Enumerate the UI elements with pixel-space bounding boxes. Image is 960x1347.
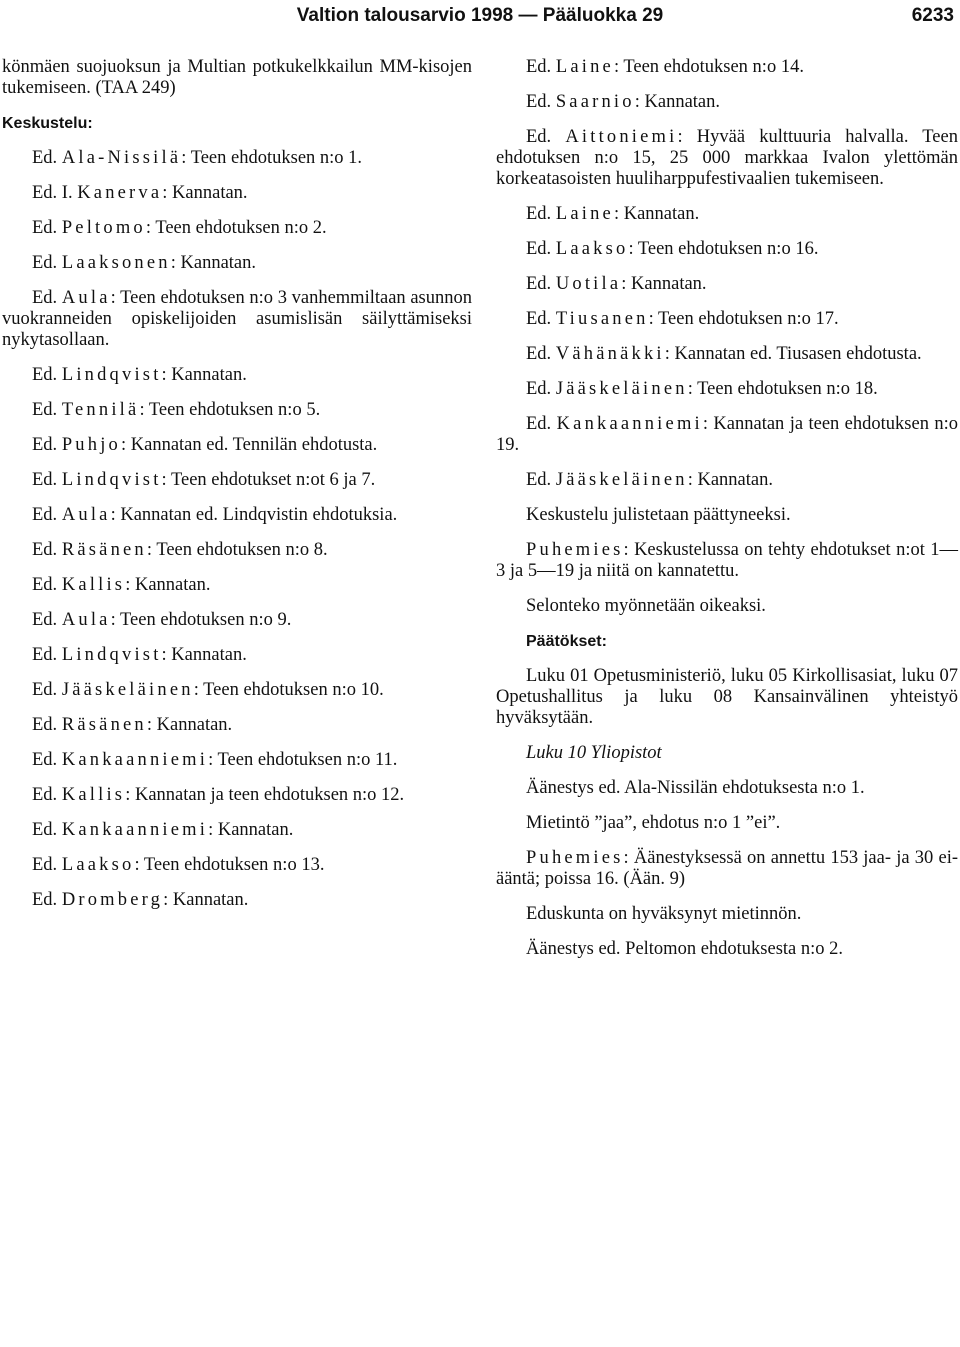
page-header bbox=[0, 5, 960, 31]
speech-text: : Teen ehdotuksen n:o 11. bbox=[208, 750, 398, 770]
speech-entry bbox=[2, 253, 472, 274]
speech-entry bbox=[496, 204, 958, 225]
speaker-name: Saarnio bbox=[555, 92, 635, 112]
speech-entry bbox=[496, 57, 958, 78]
page-number: 6233 bbox=[911, 5, 954, 26]
speaker-name: Peltomo bbox=[61, 218, 146, 238]
discussion-heading: Keskustelu: bbox=[2, 115, 93, 132]
speaker-text: : Keskustelussa on tehty ehdotukset n:ot 1—3 ja 5—19 ja niitä on kannatettu. bbox=[496, 540, 958, 581]
speaker-title: Ed. bbox=[32, 820, 62, 840]
speaker-title: Ed. bbox=[32, 645, 62, 665]
speech-text: : Kannatan. bbox=[687, 470, 773, 490]
speech-text: : Kannatan. bbox=[208, 820, 294, 840]
speaker-name: Laine bbox=[555, 204, 614, 224]
speech-text: : Teen ehdotuksen n:o 10. bbox=[193, 680, 384, 700]
speaker-title: Ed. bbox=[32, 400, 62, 420]
speaker-name: Tiusanen bbox=[555, 309, 649, 329]
speech-text: : Kannatan ja teen ehdotuksen n:o 19. bbox=[496, 414, 958, 455]
speech-text: : Teen ehdotuksen n:o 3 vanhemmiltaan asunnon vuokranneiden opiskelijoiden asumislisän säilyttämiseksi nykytasollaan. bbox=[2, 288, 472, 350]
speaker-name: Kallis bbox=[61, 785, 126, 805]
speaker-title: Ed. bbox=[526, 379, 556, 399]
speaker-name: Lindqvist bbox=[61, 645, 162, 665]
speaker-title: Ed. bbox=[32, 253, 62, 273]
right-column bbox=[496, 57, 958, 974]
speaker-title: Ed. bbox=[526, 274, 556, 294]
speaker-name: Jääskeläinen bbox=[555, 470, 688, 490]
speaker-title: Ed. bbox=[526, 57, 556, 77]
speech-entry bbox=[496, 92, 958, 113]
speech-text: : Kannatan. bbox=[163, 890, 249, 910]
speaker-name: Laine bbox=[555, 57, 614, 77]
speech-entry bbox=[2, 505, 472, 526]
speaker-title: Ed. bbox=[32, 610, 62, 630]
speech-text: : Kannatan ed. Tennilän ehdotusta. bbox=[121, 435, 378, 455]
speech-text: : Kannatan. bbox=[161, 365, 247, 385]
speaker-name: Laaksonen bbox=[61, 253, 171, 273]
speaker-title: Ed. bbox=[32, 470, 62, 490]
speech-text: : Teen ehdotuksen n:o 5. bbox=[139, 400, 321, 420]
speaker-name: Jääskeläinen bbox=[61, 680, 194, 700]
speech-entry bbox=[2, 890, 472, 911]
decisions-heading: Päätökset: bbox=[526, 633, 607, 650]
decision-text: Luku 01 Opetusministeriö, luku 05 Kirkollisasiat, luku 07 Opetushallitus ja luku 08 Kansainvälinen yhteistyö hyväksytään. bbox=[496, 666, 958, 728]
speech-text: : Kannatan. bbox=[125, 575, 211, 595]
speech-text: : Teen ehdotuksen n:o 16. bbox=[628, 239, 819, 259]
speaker-title: Ed. bbox=[32, 218, 62, 238]
speaker-title: Ed. bbox=[32, 365, 62, 385]
speech-text: : Kannatan ed. Lindqvistin ehdotuksia. bbox=[110, 505, 398, 525]
speech-entry bbox=[2, 183, 472, 204]
speech-text: : Kannatan. bbox=[613, 204, 700, 224]
speech-text: : Hyvää kulttuuria halvalla. Teen ehdotuksen n:o 15, 25 000 markkaa Ivalon ylettömän korkeatasoisten huuliharppufestivaalien tukemiseen. bbox=[496, 127, 958, 189]
speech-text: : Kannatan. bbox=[621, 274, 707, 294]
speech-entry bbox=[2, 400, 472, 421]
speech-text: : Teen ehdotuksen n:o 14. bbox=[613, 57, 804, 77]
speech-text: : Kannatan. bbox=[634, 92, 721, 112]
speaker-name: Ala-Nissilä bbox=[61, 148, 182, 168]
speaker-title: Ed. bbox=[32, 715, 62, 735]
speaker-title: Ed. bbox=[526, 92, 556, 112]
running-title: Valtion talousarvio 1998 — Pääluokka 29 bbox=[296, 5, 664, 26]
speaker-title: Ed. bbox=[526, 127, 566, 147]
speaker-title: Ed. bbox=[32, 540, 62, 560]
speaker-name: Puhjo bbox=[61, 435, 121, 455]
speech-entry bbox=[2, 288, 472, 351]
speaker-title: Ed. bbox=[32, 288, 62, 308]
speaker-name: Aula bbox=[61, 505, 111, 525]
left-entries bbox=[2, 148, 472, 911]
speech-entry bbox=[2, 365, 472, 386]
speaker-title: Ed. bbox=[32, 750, 62, 770]
speaker-name: Laakso bbox=[555, 239, 629, 259]
speaker-name: Räsänen bbox=[61, 715, 147, 735]
speaker-title: Ed. bbox=[526, 344, 556, 364]
committee-proposal: Mietintö ”jaa”, ehdotus n:o 1 ”ei”. bbox=[526, 813, 781, 833]
speech-text: : Teen ehdotukset n:ot 6 ja 7. bbox=[161, 470, 376, 490]
speech-entry bbox=[496, 344, 958, 365]
speaker-title: Ed. bbox=[526, 470, 556, 490]
speaker-name: Kankaanniemi bbox=[61, 750, 209, 770]
speaker-name: Kallis bbox=[61, 575, 126, 595]
vote-1: Äänestys ed. Ala-Nissilän ehdotuksesta n:o 1. bbox=[526, 778, 865, 798]
speech-entry bbox=[2, 470, 472, 491]
chapter-title: Luku 10 Yliopistot bbox=[526, 743, 662, 763]
speaker-name: Lindqvist bbox=[61, 470, 162, 490]
speech-entry bbox=[496, 309, 958, 330]
speaker-title: Ed. bbox=[32, 680, 62, 700]
discussion-closed: Keskustelu julistetaan päättyneeksi. bbox=[526, 505, 791, 525]
speaker-title: Ed. bbox=[32, 855, 62, 875]
speech-entry bbox=[2, 785, 472, 806]
speech-text: : Kannatan ed. Tiusasen ehdotusta. bbox=[664, 344, 922, 364]
speaker-title: Ed. bbox=[32, 575, 62, 595]
speech-text: : Teen ehdotuksen n:o 2. bbox=[145, 218, 327, 238]
speaker-title: Ed. bbox=[32, 435, 62, 455]
speech-entry bbox=[496, 470, 958, 491]
speaker-title: Ed. I. bbox=[32, 183, 78, 203]
speaker-name: Räsänen bbox=[61, 540, 147, 560]
speaker-text: : Äänestyksessä on annettu 153 jaa- ja 30 ei-ääntä; poissa 16. (Ään. 9) bbox=[496, 848, 958, 889]
speech-entry bbox=[2, 820, 472, 841]
speech-text: : Teen ehdotuksen n:o 18. bbox=[687, 379, 878, 399]
speaker-name: Kanerva bbox=[77, 183, 163, 203]
speech-entry bbox=[2, 435, 472, 456]
speaker-name: Puhemies bbox=[526, 848, 624, 868]
speech-entry bbox=[496, 379, 958, 400]
right-entries bbox=[496, 57, 958, 491]
speech-entry bbox=[2, 680, 472, 701]
speaker-name: Uotila bbox=[555, 274, 622, 294]
speech-text: : Kannatan. bbox=[162, 183, 248, 203]
speaker-name: Lindqvist bbox=[61, 365, 162, 385]
left-column bbox=[2, 57, 472, 925]
speaker-name: Puhemies bbox=[526, 540, 624, 560]
report-approved: Selonteko myönnetään oikeaksi. bbox=[526, 596, 766, 616]
speech-entry bbox=[2, 540, 472, 561]
speaker-name: Tennilä bbox=[61, 400, 140, 420]
speech-text: : Teen ehdotuksen n:o 8. bbox=[146, 540, 328, 560]
speaker-name: Laakso bbox=[61, 855, 135, 875]
speaker-name: Aula bbox=[61, 288, 111, 308]
speech-entry bbox=[2, 715, 472, 736]
speaker-name: Aula bbox=[61, 610, 111, 630]
speech-entry bbox=[496, 414, 958, 456]
speech-entry bbox=[2, 750, 472, 771]
speaker-title: Ed. bbox=[32, 505, 62, 525]
speech-entry bbox=[496, 239, 958, 260]
speech-text: : Kannatan. bbox=[170, 253, 257, 273]
speaker-name: Vähänäkki bbox=[555, 344, 665, 364]
speaker-name: Jääskeläinen bbox=[555, 379, 688, 399]
speech-text: : Kannatan ja teen ehdotuksen n:o 12. bbox=[125, 785, 405, 805]
speaker-title: Ed. bbox=[526, 239, 556, 259]
parliament-approved: Eduskunta on hyväksynyt mietinnön. bbox=[526, 904, 802, 924]
speech-entry bbox=[2, 218, 472, 239]
speaker-title: Ed. bbox=[526, 414, 557, 434]
speech-entry bbox=[2, 575, 472, 596]
speech-text: : Teen ehdotuksen n:o 1. bbox=[181, 148, 363, 168]
speaker-statement-2 bbox=[496, 848, 958, 890]
speaker-title: Ed. bbox=[32, 785, 62, 805]
speech-text: : Teen ehdotuksen n:o 17. bbox=[648, 309, 839, 329]
speech-entry bbox=[2, 148, 472, 169]
speech-text: : Teen ehdotuksen n:o 13. bbox=[134, 855, 325, 875]
intro-paragraph: könmäen suojuoksun ja Multian potkukelkkailun MM-kisojen tukemiseen. (TAA 249) bbox=[2, 57, 472, 98]
speaker-name: Aittoniemi bbox=[565, 127, 678, 147]
speech-entry bbox=[496, 274, 958, 295]
speech-text: : Kannatan. bbox=[161, 645, 247, 665]
vote-2: Äänestys ed. Peltomon ehdotuksesta n:o 2. bbox=[526, 939, 844, 959]
speech-text: : Kannatan. bbox=[146, 715, 233, 735]
speaker-title: Ed. bbox=[526, 309, 556, 329]
speaker-name: Kankaanniemi bbox=[61, 820, 209, 840]
speaker-name: Dromberg bbox=[61, 890, 164, 910]
speech-text: : Teen ehdotuksen n:o 9. bbox=[110, 610, 292, 630]
speaker-statement-1 bbox=[496, 540, 958, 582]
speaker-title: Ed. bbox=[32, 148, 62, 168]
speech-entry bbox=[496, 127, 958, 190]
speaker-name: Kankaanniemi bbox=[556, 414, 703, 434]
speaker-title: Ed. bbox=[526, 204, 556, 224]
speech-entry bbox=[2, 610, 472, 631]
speech-entry bbox=[2, 645, 472, 666]
speaker-title: Ed. bbox=[32, 890, 62, 910]
speech-entry bbox=[2, 855, 472, 876]
